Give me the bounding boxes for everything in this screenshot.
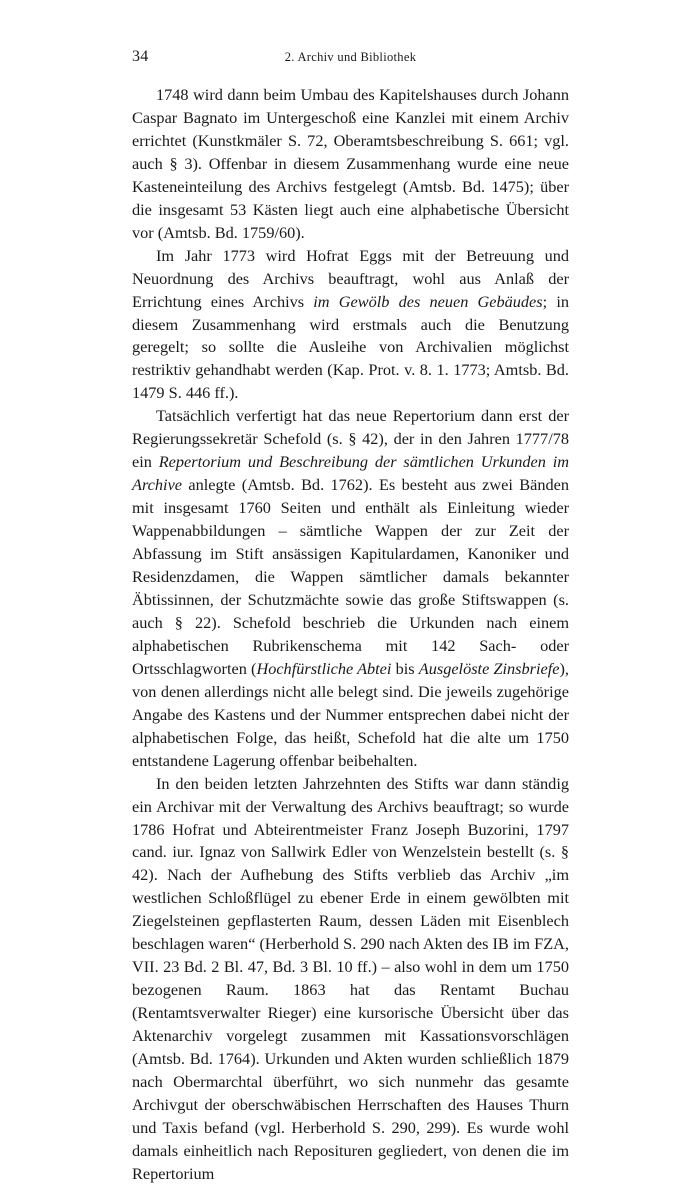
text-run: bis (391, 658, 419, 678)
text-run: ; in diesem Zusammenhang wird erstmals auch die Benutzung geregelt; so sollte die Ausleihe von Archivalien möglichst restriktiv gehandhabt werden (Kap. Prot. v. 8. 1. 1773; Amtsb. Bd. 1479 S. 446 ff.). (132, 291, 569, 403)
text-run: Tatsächlich verfertigt hat das neue Repertorium dann erst der Regierungssekretär Schefold (s. § 42), der in den Jahren 1777/78 ein (132, 406, 569, 472)
text-run: In den beiden letzten Jahrzehnten des Stifts war dann ständig ein Archivar mit der Verwaltung des Archivs beauftragt; so wurde 1786 Hofrat und Abteirentmeister Franz Joseph Buzorini, 1797 cand. iur. Ignaz von Sallwirk Edler von Wenzelstein bestellt (s. § 42). Nach der Aufhebung des Stifts verblieb das Archiv „im westlichen Schloßflügel zu ebener Erde in einem gewölbten mit Ziegelsteinen gepflasterten Raum, dessen Läden mit Eisenblech beschlagen waren“ (Herberhold S. 290 nach Akten des IB im FZA, VII. 23 Bd. 2 Bl. 47, Bd. 3 Bl. 10 ff.) – also wohl in dem um 1750 bezogenen Raum. 1863 hat das Rentamt Buchau (Rentamtsverwalter Rieger) eine kursorische Übersicht über das Aktenarchiv vorgelegt zusammen mit Kassationsvorschlägen (Amtsb. Bd. 1764). Urkunden und Akten wurden schließlich 1879 nach Obermarchtal überführt, wo sich nunmehr das gesamte Archivgut der oberschwäbischen Herrschaften des Hauses Thurn und Taxis befand (vgl. Herberhold S. 290, 299). Es wurde wohl damals einheitlich nach Reposituren gegliedert, von denen die im Repertorium (132, 773, 569, 1183)
italic-text-run: Ausgelöste Zinsbriefe (418, 658, 560, 678)
text-run: Im Jahr 1773 wird Hofrat Eggs mit der Betreuung und Neuordnung des Archivs beauftragt, wohl aus Anlaß der Errichtung eines Archivs (132, 245, 569, 311)
text-run: 1748 wird dann beim Umbau des Kapitelshauses durch Johann Caspar Bagnato im Untergeschoß eine Kanzlei mit einem Archiv errichtet (Kunstkmäler S. 72, Oberamtsbeschreibung S. 661; vgl. auch § 3). Offenbar in diesem Zusammenhang wurde eine neue Kasteneinteilung des Archivs festgelegt (Amtsb. Bd. 1475); über die insgesamt 53 Kästen liegt auch eine alphabetische Übersicht vor (Amtsb. Bd. 1759/60). (132, 85, 569, 242)
running-header (132, 48, 569, 70)
italic-text-run: Repertorium und Beschreibung der sämtlichen Urkunden im Archive (132, 452, 569, 495)
italic-text-run: im Gewölb des neuen Gebäudes (313, 291, 543, 311)
paragraph (132, 245, 569, 406)
paragraph (132, 405, 569, 772)
text-run: anlegte (Amtsb. Bd. 1762). Es besteht aus zwei Bänden mit insgesamt 1760 Seiten und enthält als Einleitung wieder Wappenabbildungen – sämtliche Wappen der zur Zeit der Abfassung im Stift ansässigen Kapitulardamen, Kanoniker und Residenzdamen, die Wappen sämtlicher damals bekannter Äbtissinnen, der Schutzmächte sowie das große Stiftswappen (s. auch § 22). Schefold beschrieb die Urkunden nach einem alphabetischen Rubrikenschema mit 142 Sach- oder Ortsschlagworten ( (132, 475, 569, 678)
running-title: 2. Archiv und Bibliothek (284, 50, 417, 64)
book-page (132, 48, 569, 1186)
paragraph (132, 773, 569, 1186)
italic-text-run: Hochfürstliche Abtei (256, 658, 392, 678)
paragraph (132, 84, 569, 245)
page-number: 34 (132, 48, 149, 65)
text-run: ), von denen allerdings nicht alle belegt sind. Die jeweils zugehörige Angabe des Kastens und der Nummer entsprechen dabei nicht der alphabetischen Folge, das heißt, Schefold hat die alte um 1750 entstandene Lagerung offenbar beibehalten. (132, 658, 569, 770)
body-text (132, 84, 569, 1186)
